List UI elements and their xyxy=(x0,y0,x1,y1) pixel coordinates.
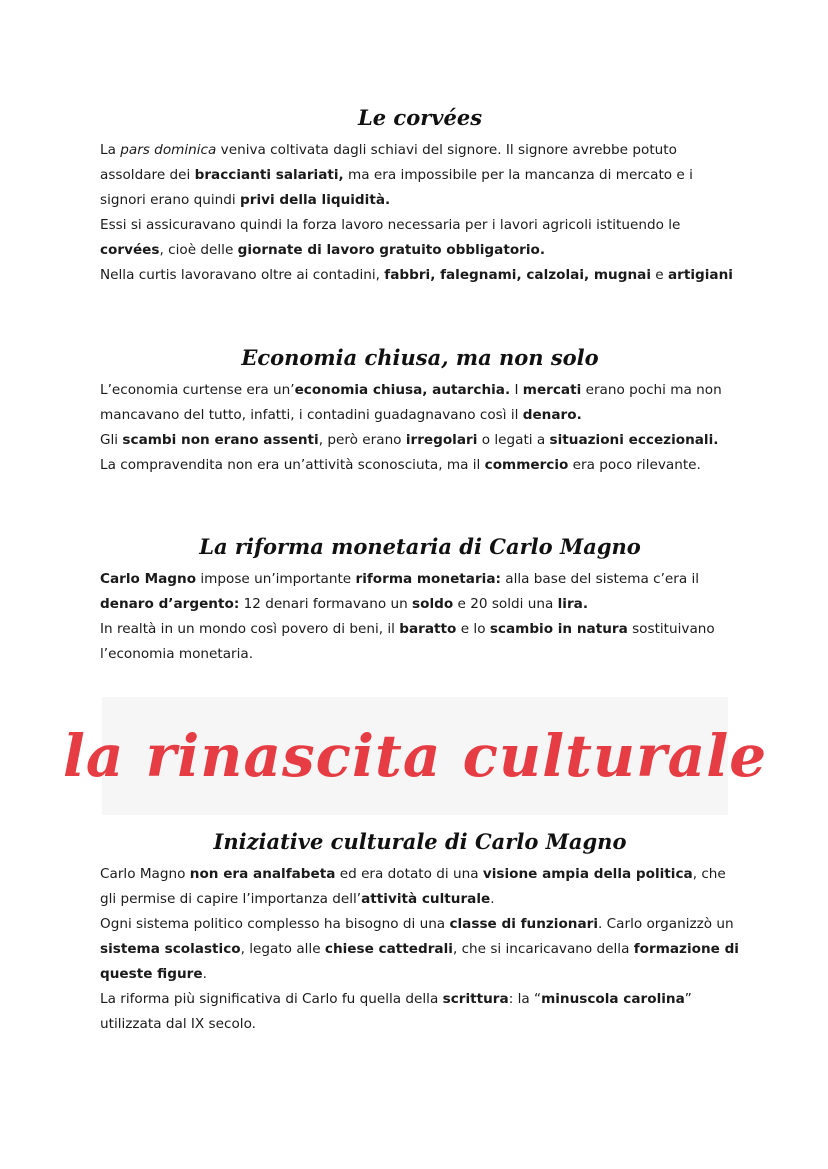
text-run: Essi si assicuravano quindi la forza lavoro necessaria per i lavori agricoli istituendo le xyxy=(100,217,681,233)
bold-text: giornate di lavoro gratuito obbligatorio. xyxy=(237,242,546,258)
bold-text: denaro. xyxy=(522,407,582,423)
text-run: : la “ xyxy=(508,991,542,1007)
text-run: La riforma più significativa di Carlo fu quella della xyxy=(100,991,443,1007)
section-economia-chiusa xyxy=(100,344,740,478)
banner xyxy=(62,697,768,815)
text-run: I xyxy=(510,382,523,398)
banner-title: la rinascita culturale xyxy=(62,722,768,790)
bold-text: visione ampia della politica xyxy=(482,866,693,882)
bold-text: Carlo Magno xyxy=(100,571,197,587)
section-corvees xyxy=(100,104,740,288)
text-run: e lo xyxy=(456,621,490,637)
paragraph xyxy=(100,453,740,478)
paragraph xyxy=(100,567,740,617)
bold-text: mercati xyxy=(522,382,582,398)
bold-text: attività culturale xyxy=(361,891,491,907)
bold-text: fabbri, falegnami, calzolai, mugnai xyxy=(384,267,651,283)
bold-text: minuscola carolina xyxy=(541,991,685,1007)
bold-text: scrittura xyxy=(442,991,509,1007)
bold-text: baratto xyxy=(399,621,457,637)
text-run: e 20 soldi una xyxy=(453,596,558,612)
text-run: veniva coltivata dagli schiavi del signore. Il signore avrebbe potuto assoldare dei xyxy=(100,142,677,183)
text-run: In realtà in un mondo così povero di beni, il xyxy=(100,621,400,637)
bold-text: economia chiusa, autarchia. xyxy=(294,382,511,398)
text-run: e xyxy=(650,267,668,283)
bold-text: situazioni eccezionali. xyxy=(549,432,719,448)
text-run: , legato alle xyxy=(240,941,325,957)
section-body xyxy=(100,378,740,478)
section-body xyxy=(100,862,740,1037)
paragraph xyxy=(100,263,740,288)
bold-text: braccianti salariati, xyxy=(194,167,344,183)
paragraph xyxy=(100,138,740,213)
bold-text: corvées xyxy=(100,242,160,258)
text-run: L’economia curtense era un’ xyxy=(100,382,295,398)
text-run: ma era impossibile per la mancanza di mercato e i signori erano quindi xyxy=(100,167,693,208)
section-title: La riforma monetaria di Carlo Magno xyxy=(199,534,641,559)
text-run: Nella curtis lavoravano oltre ai contadini, xyxy=(100,267,385,283)
text-run: alla base del sistema c’era il xyxy=(500,571,700,587)
section-iniziative-culturali xyxy=(100,828,740,1037)
bold-text: non era analfabeta xyxy=(189,866,336,882)
bold-text: scambio in natura xyxy=(489,621,628,637)
bold-text: lira. xyxy=(557,596,588,612)
text-run: . xyxy=(202,966,207,982)
bold-text: privi della liquidità. xyxy=(240,192,391,208)
text-run: . xyxy=(490,891,495,907)
italic-text: pars dominica xyxy=(120,142,217,158)
text-run: , cioè delle xyxy=(159,242,238,258)
bold-text: irregolari xyxy=(405,432,478,448)
paragraph xyxy=(100,862,740,912)
section-riforma-monetaria xyxy=(100,533,740,667)
text-run: impose un’importante xyxy=(196,571,356,587)
paragraph xyxy=(100,912,740,987)
bold-text: classe di funzionari xyxy=(449,916,599,932)
bold-text: sistema scolastico xyxy=(100,941,241,957)
section-body xyxy=(100,567,740,667)
text-run: o legati a xyxy=(477,432,550,448)
bold-text: chiese cattedrali xyxy=(324,941,453,957)
section-title: Le corvées xyxy=(357,105,483,130)
text-run: Gli xyxy=(100,432,123,448)
text-run: erano pochi ma non mancavano del tutto, infatti, i contadini guadagnavano così il xyxy=(100,382,722,423)
bold-text: soldo xyxy=(412,596,454,612)
text-run: , che gli permise di capire l’importanza dell’ xyxy=(100,866,726,907)
bold-text: formazione di queste figure xyxy=(100,941,739,982)
paragraph xyxy=(100,617,740,667)
text-run: era poco rilevante. xyxy=(568,457,701,473)
paragraph xyxy=(100,428,740,453)
text-run: , che si incaricavano della xyxy=(452,941,634,957)
section-title: Economia chiusa, ma non solo xyxy=(241,345,599,370)
bold-text: commercio xyxy=(484,457,569,473)
text-run: 12 denari formavano un xyxy=(239,596,413,612)
bold-text: artigiani xyxy=(668,267,733,283)
paragraph xyxy=(100,213,740,263)
text-run: ” utilizzata dal IX secolo. xyxy=(100,991,692,1032)
text-run: , però erano xyxy=(318,432,406,448)
text-run: La compravendita non era un’attività sconosciuta, ma il xyxy=(100,457,485,473)
bold-text: denaro d’argento: xyxy=(100,596,240,612)
text-run: sostituivano l’economia monetaria. xyxy=(100,621,715,662)
text-run: . Carlo organizzò un xyxy=(598,916,734,932)
text-run: Carlo Magno xyxy=(100,866,190,882)
paragraph xyxy=(100,987,740,1037)
section-body xyxy=(100,138,740,288)
paragraph xyxy=(100,378,740,428)
section-title: Iniziative culturale di Carlo Magno xyxy=(213,829,627,854)
bold-text: riforma monetaria: xyxy=(355,571,501,587)
text-run: ed era dotato di una xyxy=(335,866,483,882)
bold-text: scambi non erano assenti xyxy=(122,432,319,448)
text-run: Ogni sistema politico complesso ha bisogno di una xyxy=(100,916,450,932)
text-run: La xyxy=(100,142,121,158)
